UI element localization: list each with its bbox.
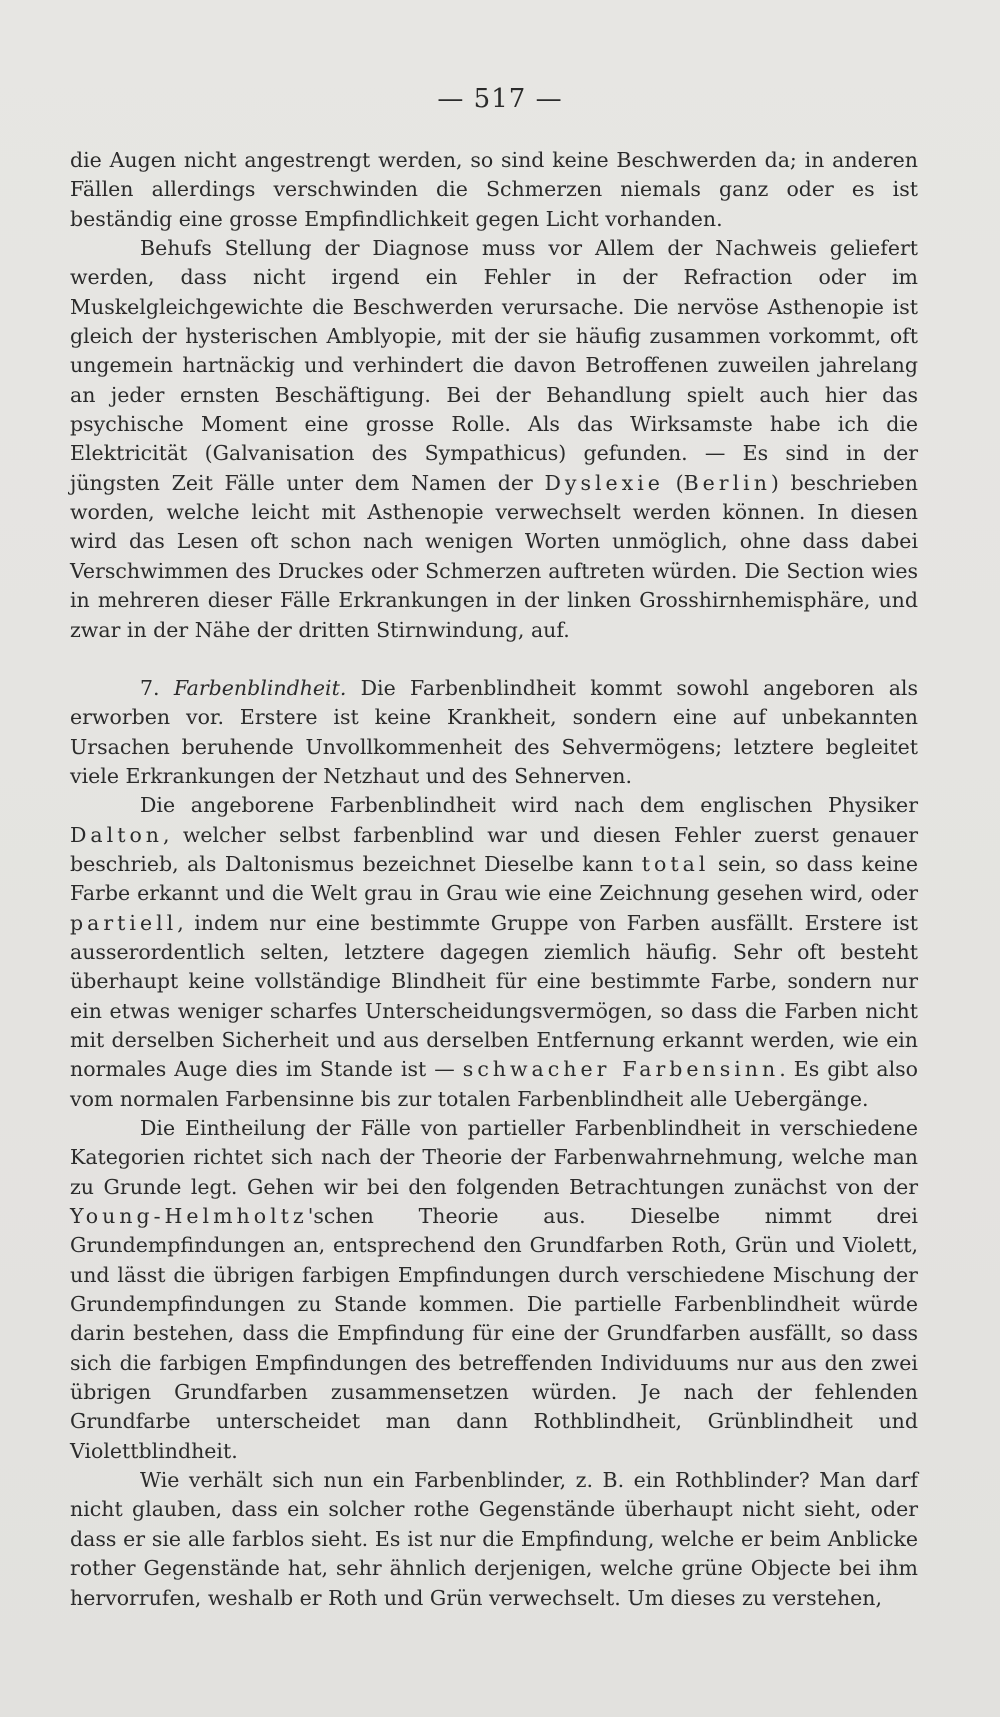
text-run: , welcher selbst farbenblind war und diesen Fehler zuerst genauer beschrieb, als Daltonismus bezeichnet Dieselbe kann (70, 822, 918, 876)
paragraph-p2 (70, 234, 918, 645)
spaced-emphasis: Dyslexie (544, 470, 664, 495)
paragraph-p1 (70, 146, 918, 234)
text-run: die Augen nicht angestrengt werden, so sind keine Beschwerden da; in anderen Fällen allerdings verschwinden die Schmerzen niemals ganz oder es ist beständig eine grosse Empfindlichkeit gegen Licht vorhanden. (70, 148, 918, 231)
paragraph-p4 (70, 791, 918, 1114)
text-run: 7. (140, 675, 174, 700)
text-run: Die Farbenblindheit kommt sowohl angeboren als erworben vor. Erstere ist keine Krankheit, sondern eine auf unbekannten Ursachen beruhende Unvollkommenheit des Sehvermögens; letztere begleitet viele Erkrankungen der Netzhaut und des Sehnerven. (70, 675, 918, 788)
text-run: , indem nur eine bestimmte Gruppe von Farben ausfällt. Erstere ist ausserordentlich selten, letztere dagegen ziemlich häufig. Sehr oft besteht überhaupt keine vollständige Blindheit für eine bestimmte Farbe, sondern nur ein etwas weniger scharfes Unterscheidungsvermögen, so dass die Farben nicht mit derselben Sicherheit und aus derselben Entfernung erkannt werden, wie ein normales Auge dies im Stande ist — (70, 910, 918, 1082)
paragraph-p5 (70, 1114, 918, 1466)
spaced-emphasis: total (641, 851, 710, 876)
spaced-emphasis: Berlin (683, 470, 771, 495)
page-number: — 517 — (437, 84, 563, 114)
text-run: ( (663, 470, 684, 495)
text-run: Wie verhält sich nun ein Farbenblinder, z. B. ein Rothblinder? Man darf nicht glauben, dass ein solcher rothe Gegenstände überhaupt nicht sieht, oder dass er sie alle farblos sieht. Es ist nur die Empfindung, welche er beim Anblicke rother Gegenstände hat, sehr ähnlich derjenigen, welche grüne Objecte bei ihm hervorrufen, weshalb er Roth und Grün verwechselt. Um dieses zu verstehen, (70, 1468, 918, 1610)
text-run: 'schen Theorie aus. Dieselbe nimmt drei Grundempfindungen an, entsprechend den Grundfarben Roth, Grün und Violett, und lässt die übrigen farbigen Empfindungen durch verschiedene Mischung der Grundempfindungen zu Stande kommen. Die partielle Farbenblindheit würde darin bestehen, dass die Empfindung für eine der Grundfarben ausfällt, so dass sich die farbigen Empfindungen des betreffenden Individuums nur aus den zwei übrigen Grundfarben zusammensetzen würden. Je nach der fehlenden Grundfarbe unterscheidet man dann Rothblindheit, Grünblindheit und Violettblindheit. (70, 1204, 918, 1463)
text-run: Die Eintheilung der Fälle von partieller Farbenblindheit in verschiedene Kategorien richtet sich nach der Theorie der Farbenwahrnehmung, welche man zu Grunde legt. Gehen wir bei den folgenden Betrachtungen zunächst von der (70, 1116, 918, 1199)
section-heading: Farbenblindheit. (173, 675, 347, 700)
text-run: Die angeborene Farbenblindheit wird nach dem englischen Physiker (140, 793, 918, 818)
spaced-emphasis: Young-Helmholtz (70, 1204, 308, 1229)
text-run: Behufs Stellung der Diagnose muss vor Allem der Nachweis geliefert werden, dass nicht irgend ein Fehler in der Refraction oder im Muskelgleichgewichte die Beschwerden verursache. Die nervöse Asthenopie ist gleich der hysterischen Amblyopie, mit der sie häufig zusammen vorkommt, oft ungemein hartnäckig und verhindert die davon Betroffenen zuweilen jahrelang an jeder ernsten Beschäftigung. Bei der Behandlung spielt auch hier das psychische Moment eine grosse Rolle. Als das Wirksamste habe ich die Elektricität (Galvanisation des Sympathicus) gefunden. — Es sind in der jüngsten Zeit Fälle unter dem Namen der (70, 236, 918, 495)
text-run: sein, so dass keine Farbe erkannt und die Welt grau in Grau wie eine Zeichnung gesehen wird, oder (70, 851, 918, 906)
spaced-emphasis: partiell (70, 910, 178, 935)
spaced-emphasis: Dalton (70, 822, 163, 847)
text-run: . Es gibt also vom normalen Farbensinne bis zur totalen Farbenblindheit alle Uebergänge. (70, 1057, 918, 1111)
text-run: ) beschrieben worden, welche leicht mit Asthenopie verwechselt werden können. In diesen wird das Lesen oft schon nach wenigen Worten unmöglich, ohne dass dabei Verschwimmen des Druckes oder Schmerzen auftreten würden. Die Section wies in mehreren dieser Fälle Erkrankungen in der linken Grosshirnhemisphäre, und zwar in der Nähe der dritten Stirnwindung, auf. (70, 470, 919, 642)
paragraph-p6 (70, 1466, 918, 1613)
body-text (70, 146, 918, 1613)
paragraph-p3 (70, 674, 918, 791)
spaced-emphasis: schwacher Farbensinn (462, 1057, 780, 1082)
